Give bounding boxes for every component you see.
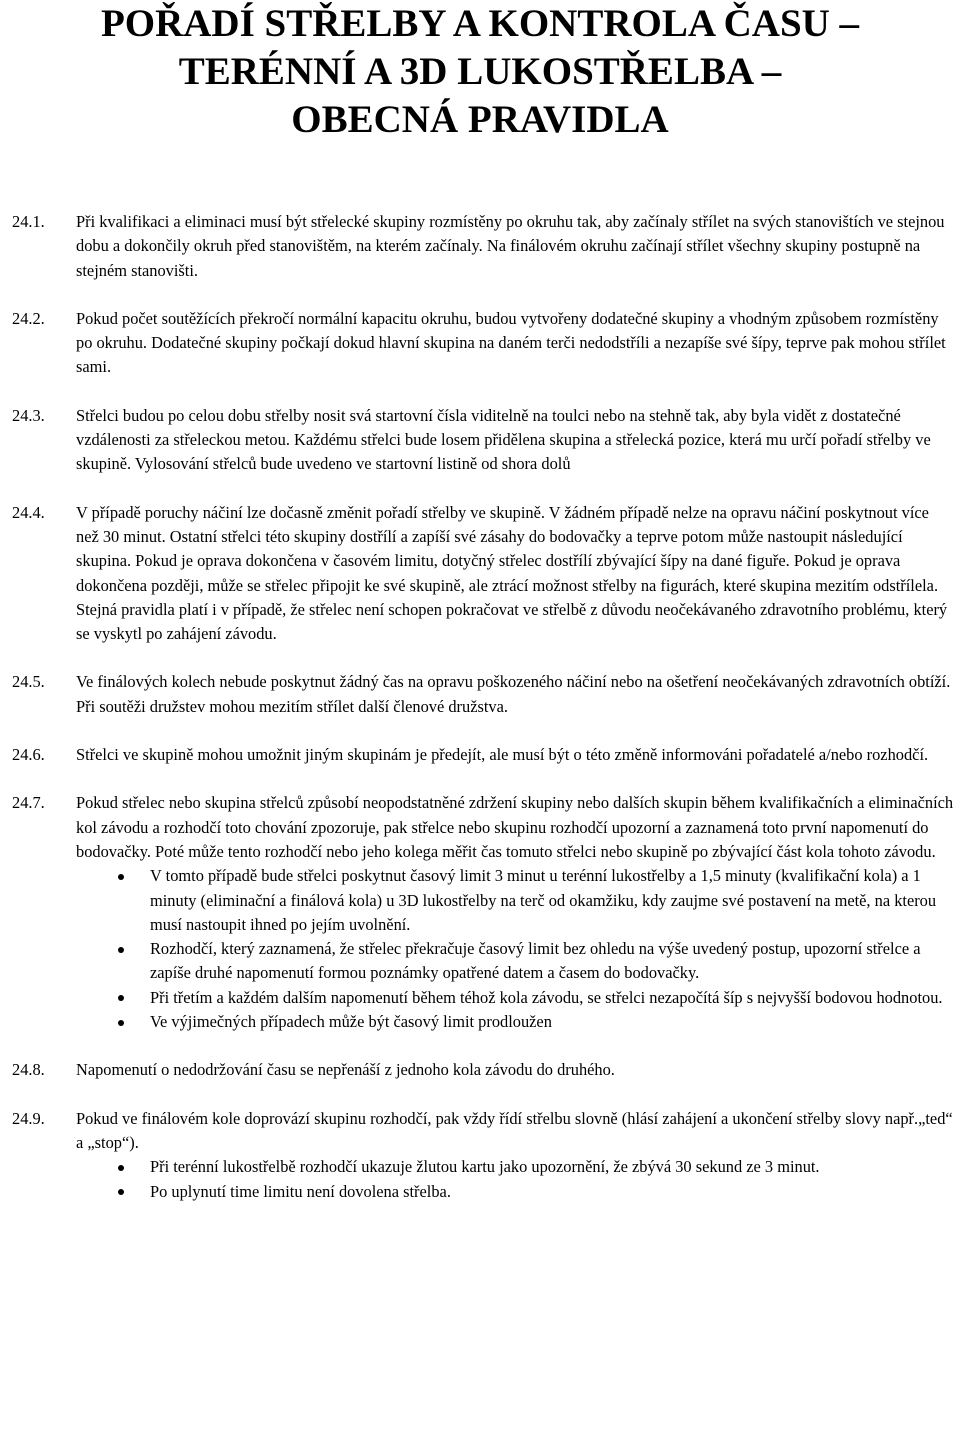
bullet-list (76, 864, 954, 1034)
rule-text: Střelci ve skupině mohou umožnit jiným skupinám je předejít, ale musí být o této změně informováni pořadatelé a/nebo rozhodčí. (76, 745, 929, 765)
bullet-text: Při třetím a každém dalším napomenutí během téhož kola závodu, se střelci nezapočítá šíp s nejvyšší bodovou hodnotou. (150, 987, 943, 1007)
rule-section (0, 210, 960, 283)
bullet-list (76, 1155, 954, 1204)
title-line: TERÉNNÍ A 3D LUKOSTŘELBA – (178, 50, 782, 93)
bullet-icon (118, 1020, 124, 1026)
rule-text: Střelci budou po celou dobu střelby nosit svá startovní čísla viditelně na toulci nebo na stehně tak, aby byla vidět z dostatečné vzdálenosti za střeleckou metou. Každému střelci bude losem přidělena skupina a střelecká pozice, která mu určí pořadí střelby ve skupině. Vylosování střelců bude uvedeno ve startovní listině od shora dolů (76, 405, 931, 474)
rule-text: V případě poruchy náčiní lze dočasně změnit pořadí střelby ve skupině. V žádném případě nelze na opravu náčiní poskytnout více než 30 minut. Ostatní střelci této skupiny dostřílí a zapíší své zásahy do bodovačky a teprve potom může nastoupit následující skupina. Pokud je oprava dokončena v časovém limitu, dotyčný střelec dostřílí zbývající šípy na dané figuře. Pokud je oprava dokončena později, může se střelec připojit ke své skupině, ale ztrácí možnost střelby na figurách, které skupina mezitím odstřílela. Stejná pravidla platí i v případě, že střelec není schopen pokračovat ve střelbě z důvodu neočekávaného zdravotního problému, který se vyskytl po zahájení závodu. (76, 502, 948, 644)
bullet-icon (118, 1189, 124, 1195)
rule-number: 24.4. (12, 502, 45, 522)
bullet-text: Po uplynutí time limitu není dovolena střelba. (150, 1181, 451, 1201)
rule-text: Pokud ve finálovém kole doprovází skupinu rozhodčí, pak vždy řídí střelbu slovně (hlásí zahájení a ukončení střelby slovy např.„ted“ a „stop“). (76, 1108, 953, 1152)
rule-section (0, 501, 960, 647)
list-item (76, 986, 954, 1010)
rule-number: 24.7. (12, 793, 45, 813)
rule-number: 24.5. (12, 672, 45, 692)
list-item (76, 1010, 954, 1034)
list-item (76, 864, 954, 937)
title-line: OBECNÁ PRAVIDLA (291, 98, 669, 141)
title-line: POŘADÍ STŘELBY A KONTROLA ČASU – (100, 2, 860, 45)
rule-number: 24.2. (12, 308, 45, 328)
bullet-text: Rozhodčí, který zaznamená, že střelec překračuje časový limit bez ohledu na výše uvedený postup, upozorní střelce a zapíše druhé napomenutí formou poznámky opatřené datem a časem do bodovačky. (150, 939, 921, 983)
rule-section (0, 307, 960, 380)
rule-text: Napomenutí o nedodržování času se nepřenáší z jednoho kola závodu do druhého. (76, 1060, 615, 1080)
rule-number: 24.3. (12, 405, 45, 425)
rule-section (0, 1107, 960, 1204)
rule-section (0, 791, 960, 1034)
rule-section (0, 743, 960, 767)
rule-text: Při soutěži družstev mohou mezitím střílet další členové družstva. (76, 696, 508, 716)
rule-section (0, 404, 960, 477)
bullet-text: Ve výjimečných případech může být časový limit prodloužen (150, 1012, 552, 1032)
rule-number: 24.9. (12, 1108, 45, 1128)
rule-section (0, 1058, 960, 1082)
list-item (76, 1155, 954, 1179)
page-title (0, 0, 960, 144)
rule-text: Při kvalifikaci a eliminaci musí být střelecké skupiny rozmístěny po okruhu tak, aby začínaly střílet na svých stanovištích ve stejnou dobu a dokončily okruh před stanovištěm, na kterém začínaly. Na finálovém okruhu začínají střílet všechny skupiny postupně na stejném stanovišti. (76, 212, 945, 280)
bullet-text: V tomto případě bude střelci poskytnut časový limit 3 minut u terénní lukostřelby a 1,5 minuty (kvalifikační kola) a 1 minuty (eliminační a finálová kola) u 3D lukostřelby na terč od okamžiku, kdy zaujme své postavení na metě, na kterou musí nastoupit ihned po jejím uvolnění. (150, 866, 937, 934)
rule-number: 24.6. (12, 745, 45, 765)
bullet-icon (118, 874, 124, 880)
rule-text: Pokud střelec nebo skupina střelců způsobí neopodstatněné zdržení skupiny nebo dalších skupin během kvalifikačních a eliminačních kol závodu a rozhodčí toto chování zpozoruje, pak střelce nebo skupinu rozhodčí upozorní a zaznamená toto první napomenutí do bodovačky. Poté může tento rozhodčí nebo jeho kolega měřit čas tomuto střelci nebo skupině po zbývající část kola tohoto závodu. (76, 793, 954, 861)
rule-text: Ve finálových kolech nebude poskytnut žádný čas na opravu poškozeného náčiní nebo na ošetření neočekávaných zdravotních obtíží. (76, 672, 951, 692)
bullet-text: Při terénní lukostřelbě rozhodčí ukazuje žlutou kartu jako upozornění, že zbývá 30 sekund ze 3 minut. (150, 1157, 820, 1177)
list-item (76, 1180, 954, 1204)
rule-number: 24.8. (12, 1060, 45, 1080)
rule-number: 24.1. (12, 212, 45, 231)
bullet-icon (118, 1165, 124, 1171)
bullet-icon (118, 995, 124, 1001)
rule-text: Pokud počet soutěžících překročí normální kapacitu okruhu, budou vytvořeny dodatečné skupiny a vhodným způsobem rozmístěny po okruhu. Dodatečné skupiny počkají dokud hlavní skupina na daném terči nedodstříli a nezapíše své šípy, teprve pak mohou střílet sami. (76, 308, 946, 377)
bullet-icon (118, 947, 124, 953)
list-item (76, 937, 954, 986)
rule-section (0, 670, 960, 719)
rules-body (0, 210, 960, 1228)
